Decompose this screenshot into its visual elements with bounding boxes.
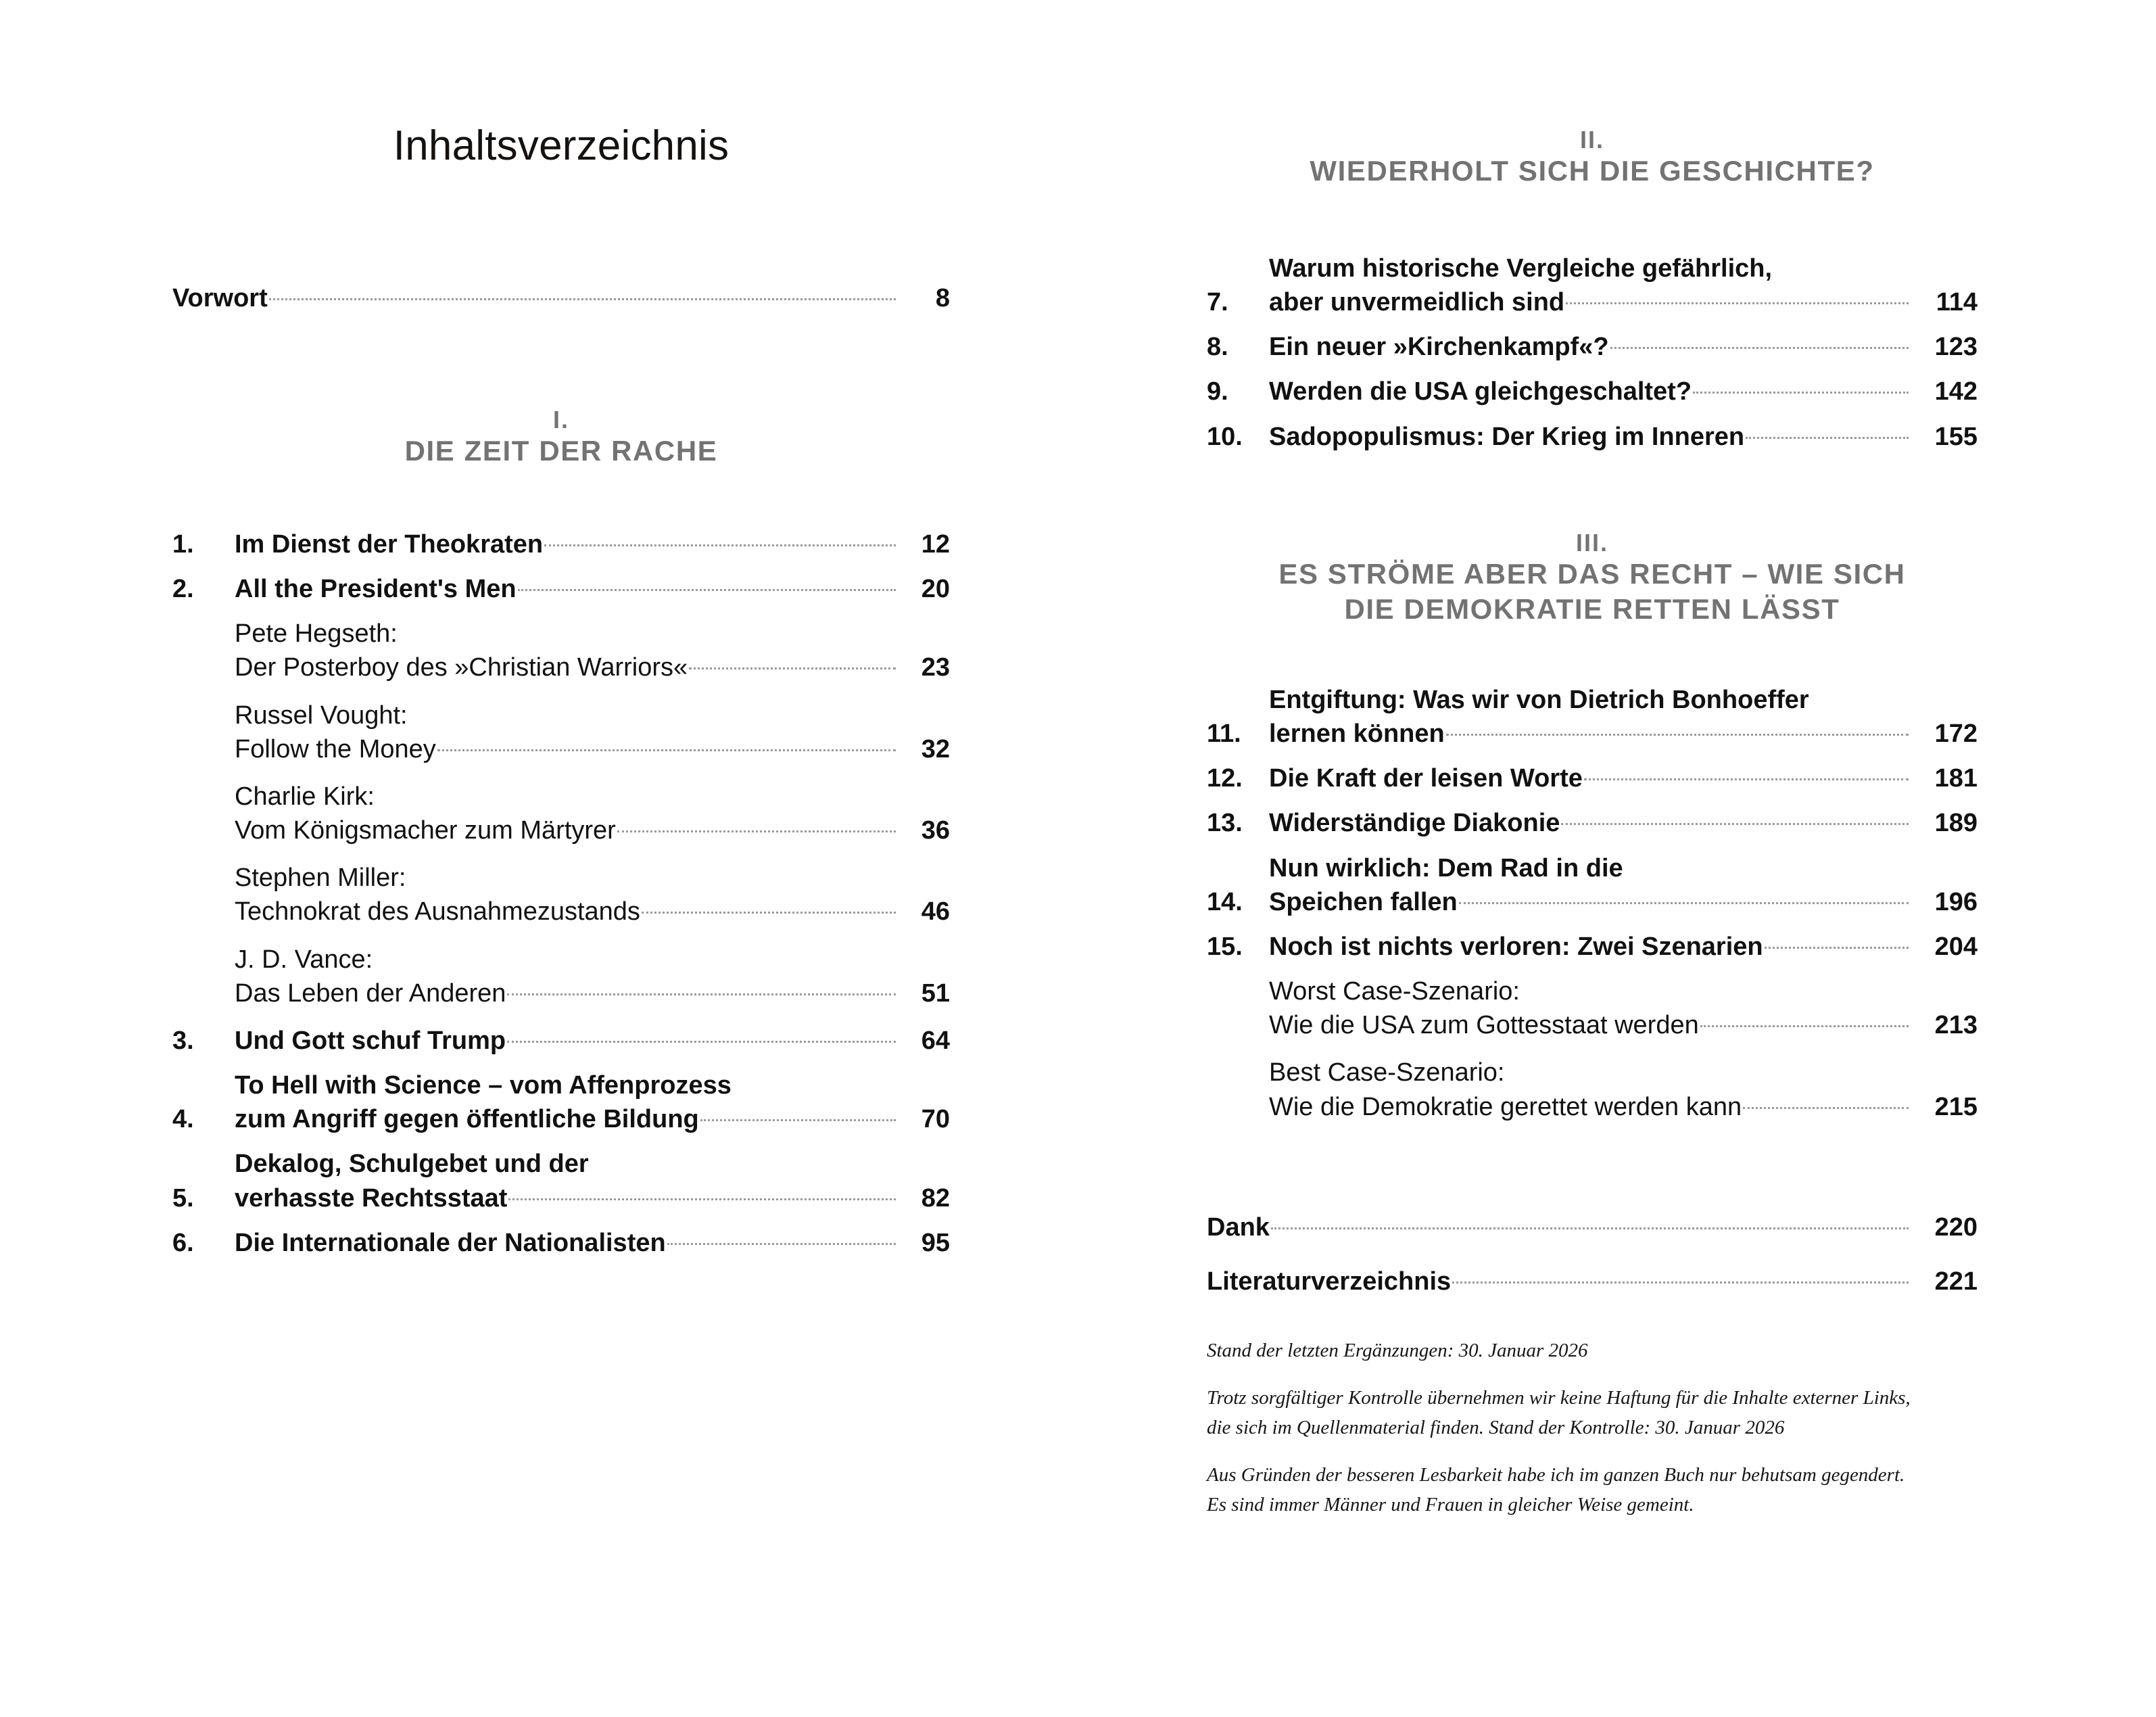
toc-line (1207, 1265, 1978, 1298)
toc-line (235, 1181, 950, 1215)
toc-line (1269, 375, 1978, 408)
entry-title-line1: Nun wirklich: Dem Rad in die (1269, 853, 1623, 883)
toc-row[interactable] (1207, 930, 1978, 964)
entry-title: Sadopopulismus: Der Krieg im Inneren (1269, 422, 1745, 451)
entry-page-number: 213 (1934, 1011, 1978, 1040)
toc-line (1269, 330, 1978, 364)
toc-entry-body (1269, 375, 1978, 408)
entry-page-number: 95 (921, 1228, 950, 1257)
part-heading-1 (172, 406, 950, 469)
toc-row[interactable] (1207, 683, 1978, 751)
page-title: Inhaltsverzeichnis (393, 122, 729, 169)
subentry-label: Best Case-Szenario: (1269, 1058, 1505, 1087)
toc-entry-body (1269, 1056, 1978, 1123)
entry-number: 1. (172, 530, 194, 559)
entry-page-number: 32 (921, 734, 950, 763)
toc-row[interactable] (172, 572, 950, 606)
entry-number: 14. (1207, 887, 1243, 916)
toc-row[interactable] (172, 1226, 950, 1260)
entry-title-line2: aber unvermeidlich sind (1269, 288, 1565, 317)
dot-leader (700, 1119, 896, 1121)
dot-leader (1743, 1107, 1909, 1109)
toc-entry-body (1269, 761, 1978, 795)
toc-line (1269, 806, 1978, 840)
entry-page-number: 204 (1934, 932, 1978, 961)
part-title-line1: ES STRÖME ABER DAS RECHT – WIE SICH (1278, 558, 1906, 590)
entry-page-number: 142 (1934, 377, 1978, 406)
entry-title: Widerständige Diakonie (1269, 809, 1560, 838)
subentry-label: Charlie Kirk: (235, 782, 375, 811)
toc-row[interactable] (1207, 1210, 1978, 1244)
entry-page-number: 8 (935, 284, 950, 312)
entry-title: Dank (1207, 1213, 1270, 1242)
entry-title-line1: Dekalog, Schulgebet und der (235, 1150, 589, 1179)
entry-number: 6. (172, 1228, 194, 1257)
toc-entry-body (235, 1068, 950, 1136)
back-matter (1207, 1210, 1978, 1311)
entry-title-line2: zum Angriff gegen öffentliche Bildung (235, 1105, 699, 1134)
entry-title: Werden die USA gleichgeschaltet? (1269, 377, 1692, 406)
entry-page-number: 46 (921, 897, 950, 926)
toc-subrow[interactable] (1207, 974, 1978, 1042)
toc-line (235, 1226, 950, 1260)
dot-leader (1693, 392, 1909, 394)
toc-line (1269, 761, 1978, 795)
toc-entry-body (235, 527, 950, 561)
entry-page-number: 70 (921, 1105, 950, 1134)
dot-leader (1700, 1025, 1909, 1027)
entry-number: 11. (1207, 720, 1241, 749)
dot-leader (642, 912, 896, 914)
part-2-entries (1207, 252, 1978, 465)
toc-line (1269, 885, 1978, 919)
entry-page-number: 23 (921, 653, 950, 682)
part-1-entries (172, 527, 950, 1271)
toc-subrow[interactable] (1207, 1056, 1978, 1123)
dot-leader (507, 1041, 896, 1043)
entry-title: Follow the Money (235, 734, 436, 763)
toc-entry-body (235, 617, 950, 684)
toc-row[interactable] (1207, 806, 1978, 840)
entry-title: Vom Königsmacher zum Märtyrer (235, 816, 616, 845)
toc-line (235, 895, 950, 928)
entry-page-number: 20 (921, 575, 950, 604)
toc-row[interactable] (172, 1024, 950, 1058)
entry-title: Wie die USA zum Gottesstaat werden (1269, 1011, 1699, 1040)
toc-entry-body (235, 699, 950, 766)
dot-leader (1610, 347, 1909, 349)
dot-leader (1459, 902, 1909, 904)
dot-leader (1452, 1281, 1909, 1284)
toc-line (1269, 252, 1978, 285)
entry-title: Technokrat des Ausnahmezustands (235, 897, 640, 926)
dot-leader (507, 993, 896, 995)
entry-title: Vorwort (172, 284, 268, 312)
front-matter-row (172, 281, 950, 327)
dot-leader (1746, 437, 1909, 439)
dot-leader (1566, 302, 1909, 304)
entry-number: 15. (1207, 932, 1243, 961)
dot-leader (1271, 1227, 1909, 1229)
entry-page-number: 82 (921, 1183, 950, 1213)
part-title-line2: DIE DEMOKRATIE RETTEN LÄSST (1344, 592, 1840, 625)
subentry-label: Stephen Miller: (235, 864, 406, 893)
entry-title-line2: Speichen fallen (1269, 887, 1458, 916)
toc-line (235, 1068, 950, 1102)
dot-leader (1765, 947, 1909, 949)
toc-entry-body (1207, 1265, 1978, 1298)
part-title: WIEDERHOLT SICH DIE GESCHICHTE? (1310, 155, 1875, 187)
toc-entry-body (1207, 1210, 1978, 1244)
toc-line (235, 527, 950, 561)
entry-title: Wie die Demokratie gerettet werden kann (1269, 1092, 1742, 1121)
entry-title-line1: To Hell with Science – vom Affenprozess (235, 1071, 732, 1100)
toc-row[interactable] (172, 1147, 950, 1215)
toc-entry-body (1269, 851, 1978, 919)
toc-row[interactable] (172, 1068, 950, 1136)
entry-number: 2. (172, 575, 194, 604)
toc-subrow[interactable] (172, 861, 950, 928)
entry-page-number: 181 (1934, 764, 1978, 793)
toc-line (235, 1147, 950, 1181)
toc-row[interactable] (1207, 761, 1978, 795)
toc-line (1269, 851, 1978, 885)
note-line-3: die sich im Quellenmaterial finden. Stand der Kontrolle: 30. Januar 2026 (1207, 1417, 1785, 1439)
toc-entry-body (235, 1147, 950, 1215)
entry-title-line1: Warum historische Vergleiche gefährlich, (1269, 254, 1773, 283)
entry-number: 7. (1207, 288, 1228, 317)
entry-page-number: 12 (921, 530, 950, 559)
toc-line (1269, 930, 1978, 964)
entry-title-line2: verhasste Rechtsstaat (235, 1183, 508, 1213)
subentry-label: Russel Vought: (235, 701, 408, 730)
toc-subrow[interactable] (172, 617, 950, 684)
entry-number: 12. (1207, 764, 1243, 793)
toc-line (1269, 1090, 1978, 1124)
entry-title-line1: Entgiftung: Was wir von Dietrich Bonhoeffer (1269, 686, 1809, 714)
toc-line (172, 281, 950, 315)
toc-row[interactable] (172, 527, 950, 561)
entry-title: Die Internationale der Nationalisten (235, 1228, 666, 1257)
dot-leader (544, 544, 896, 546)
dot-leader (1446, 734, 1909, 736)
toc-entry-body (1269, 683, 1978, 751)
entry-title: All the President's Men (235, 575, 517, 604)
entry-number: 13. (1207, 809, 1243, 838)
dot-leader (437, 749, 896, 751)
entry-title-line2: lernen können (1269, 720, 1445, 749)
subentry-label: Worst Case-Szenario: (1269, 977, 1520, 1006)
toc-subrow[interactable] (172, 943, 950, 1010)
part-3-entries (1207, 683, 1978, 1137)
note-line-4: Aus Gründen der besseren Lesbarkeit habe ich im ganzen Buch nur behutsam gegendert. (1207, 1464, 1905, 1486)
note-line-2: Trotz sorgfältiger Kontrolle übernehmen wir keine Haftung für die Inhalte externer Links, (1207, 1387, 1911, 1409)
dot-leader (518, 589, 896, 591)
toc-line (1269, 420, 1978, 454)
entry-page-number: 155 (1934, 422, 1978, 451)
entry-title: Ein neuer »Kirchenkampf«? (1269, 333, 1609, 362)
entry-page-number: 221 (1934, 1267, 1978, 1296)
toc-entry-body (235, 861, 950, 928)
dot-leader (667, 1243, 896, 1245)
dot-leader (269, 298, 896, 300)
entry-number: 5. (172, 1183, 194, 1213)
entry-title: Das Leben der Anderen (235, 979, 506, 1008)
dot-leader (617, 830, 896, 832)
dot-leader (1561, 823, 1909, 825)
entry-number: 4. (172, 1105, 194, 1134)
entry-page-number: 36 (921, 816, 950, 845)
subentry-label: J. D. Vance: (235, 945, 373, 974)
footnotes-block (1207, 1336, 1978, 1520)
entry-page-number: 114 (1936, 288, 1978, 317)
toc-row[interactable] (1207, 1265, 1978, 1298)
toc-row[interactable] (1207, 252, 1978, 319)
dot-leader (508, 1198, 896, 1200)
entry-title: Im Dienst der Theokraten (235, 530, 544, 559)
entry-page-number: 220 (1934, 1213, 1978, 1242)
toc-row[interactable] (1207, 851, 1978, 919)
toc-line (1269, 285, 1978, 319)
entry-page-number: 64 (921, 1026, 950, 1055)
entry-title: Die Kraft der leisen Worte (1269, 764, 1583, 793)
toc-row (172, 281, 950, 315)
note-line-1: Stand der letzten Ergänzungen: 30. Januar 2026 (1207, 1340, 1588, 1361)
toc-row[interactable] (1207, 420, 1978, 454)
entry-number: 10. (1207, 422, 1243, 451)
toc-entry-body (1269, 330, 1978, 364)
entry-page-number: 123 (1934, 333, 1978, 362)
subentry-label: Pete Hegseth: (235, 619, 398, 649)
toc-line (1269, 683, 1978, 717)
toc-line (1269, 1008, 1978, 1042)
toc-entry-body (1269, 420, 1978, 454)
dot-leader (1584, 778, 1909, 780)
part-numeral: III. (1575, 529, 1608, 557)
toc-entry-body (172, 281, 950, 315)
entry-title: Und Gott schuf Trump (235, 1026, 506, 1055)
toc-line (235, 1024, 950, 1058)
dot-leader (689, 667, 896, 669)
entry-page-number: 196 (1934, 887, 1978, 916)
toc-entry-body (1269, 930, 1978, 964)
entry-number: 3. (172, 1026, 194, 1055)
toc-line (235, 732, 950, 766)
toc-entry-body (1269, 252, 1978, 319)
entry-title: Noch ist nichts verloren: Zwei Szenarien (1269, 932, 1763, 961)
toc-entry-body (1269, 806, 1978, 840)
toc-entry-body (235, 1024, 950, 1058)
toc-line (235, 977, 950, 1010)
part-heading-3 (1207, 529, 1978, 626)
toc-line (235, 814, 950, 847)
toc-entry-body (235, 1226, 950, 1260)
toc-entry-body (235, 572, 950, 606)
part-numeral: II. (1579, 126, 1604, 154)
note-line-5: Es sind immer Männer und Frauen in gleicher Weise gemeint. (1207, 1494, 1694, 1516)
toc-line (235, 572, 950, 606)
toc-line (1207, 1210, 1978, 1244)
toc-line (1269, 717, 1978, 751)
toc-subrow[interactable] (172, 699, 950, 766)
toc-row[interactable] (1207, 375, 1978, 408)
toc-subrow[interactable] (172, 780, 950, 847)
entry-page-number: 172 (1934, 720, 1978, 749)
toc-entry-body (235, 780, 950, 847)
toc-entry-body (1269, 974, 1978, 1042)
entry-title: Literaturverzeichnis (1207, 1267, 1452, 1296)
entry-number: 8. (1207, 333, 1228, 362)
part-heading-2 (1207, 126, 1978, 189)
toc-row[interactable] (1207, 330, 1978, 364)
part-title: DIE ZEIT DER RACHE (404, 435, 718, 467)
toc-line (235, 651, 950, 684)
toc-line (235, 1102, 950, 1136)
entry-page-number: 189 (1934, 809, 1978, 838)
entry-page-number: 215 (1934, 1092, 1978, 1121)
entry-page-number: 51 (921, 979, 950, 1008)
toc-entry-body (235, 943, 950, 1010)
entry-number: 9. (1207, 377, 1228, 406)
part-numeral: I. (552, 406, 569, 433)
entry-title: Der Posterboy des »Christian Warriors« (235, 653, 688, 682)
